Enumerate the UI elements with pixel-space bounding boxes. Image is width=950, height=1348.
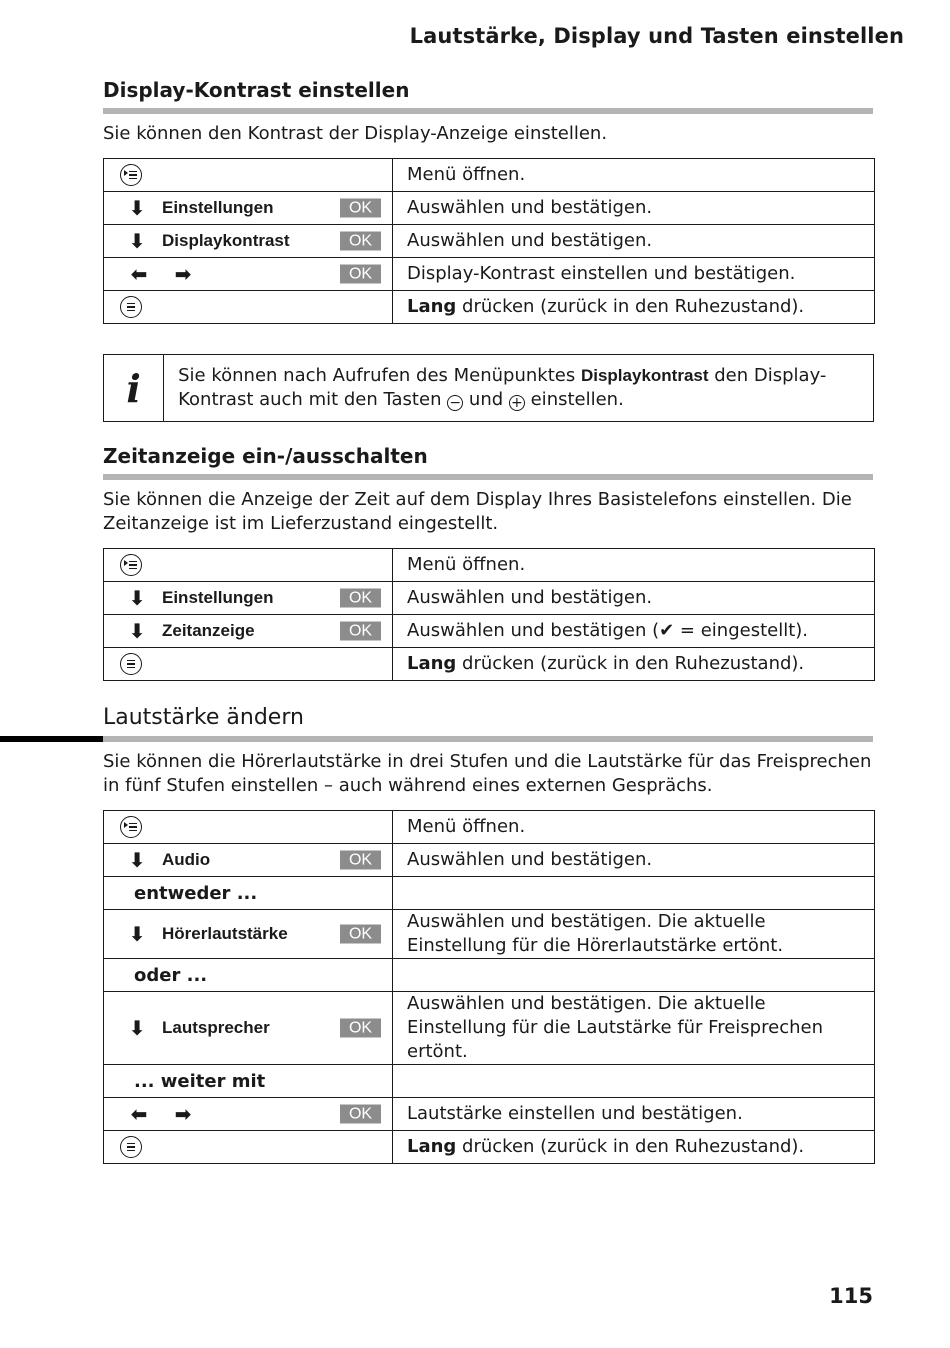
table-row — [104, 615, 875, 648]
nav-down-arrow-icon: ⬇ — [128, 1016, 146, 1040]
ok-key-icon: OK — [340, 1105, 381, 1124]
step-action: Menü öffnen. — [393, 159, 875, 192]
table-row — [104, 877, 875, 910]
step-action: Auswählen und bestätigen. — [393, 582, 875, 615]
step-connector: oder ... — [134, 964, 208, 986]
step-action: Auswählen und bestätigen. — [393, 192, 875, 225]
nav-left-right-arrow-icon: ⬅ ➡ — [130, 262, 192, 286]
steps-table — [103, 810, 875, 1164]
menu-item-label: Audio — [162, 850, 211, 869]
ok-key-icon: OK — [340, 622, 381, 641]
end-call-key-icon — [120, 296, 142, 318]
step-action: Auswählen und bestätigen. Die aktuelle Einstellung für die Lautstärke für Freisprechen ertönt. — [393, 992, 875, 1065]
menu-item-label: Zeitanzeige — [162, 621, 255, 640]
table-row — [104, 992, 875, 1065]
table-row — [104, 258, 875, 291]
menu-item-label: Einstellungen — [162, 198, 274, 217]
section-rule — [103, 108, 873, 114]
minus-key-icon: − — [447, 395, 463, 411]
ok-key-icon: OK — [340, 199, 381, 218]
table-row — [104, 192, 875, 225]
chapter-marker — [0, 736, 103, 742]
ok-key-icon: OK — [340, 1019, 381, 1038]
section-volume — [103, 704, 873, 1164]
step-action: Auswählen und bestätigen. Die aktuelle Einstellung für die Hörerlautstärke ertönt. — [393, 910, 875, 959]
ok-key-icon: OK — [340, 851, 381, 870]
nav-down-arrow-icon: ⬇ — [128, 922, 146, 946]
ok-key-icon: OK — [340, 232, 381, 251]
table-row — [104, 811, 875, 844]
table-row — [104, 549, 875, 582]
plus-key-icon: + — [509, 395, 525, 411]
info-icon: i — [104, 355, 164, 421]
step-action: Lang drücken (zurück in den Ruhezustand). — [393, 1131, 875, 1164]
table-row — [104, 844, 875, 877]
table-row — [104, 1131, 875, 1164]
table-row — [104, 582, 875, 615]
menu-item-label: Lautsprecher — [162, 1018, 270, 1037]
table-row — [104, 1098, 875, 1131]
menu-item-label: Einstellungen — [162, 588, 274, 607]
section-time-display — [103, 442, 873, 681]
table-row — [104, 648, 875, 681]
step-connector: ... weiter mit — [134, 1070, 266, 1092]
steps-table — [103, 158, 875, 324]
table-row — [104, 959, 875, 992]
section-title: Lautstärke ändern — [103, 705, 304, 730]
menu-key-icon — [120, 164, 142, 186]
table-row — [104, 225, 875, 258]
step-action: Display-Kontrast einstellen und bestätigen. — [393, 258, 875, 291]
ok-key-icon: OK — [340, 925, 381, 944]
table-row — [104, 1065, 875, 1098]
table-row — [104, 910, 875, 959]
step-action: Auswählen und bestätigen (✔ = eingestellt). — [393, 615, 875, 648]
checkmark-icon: ✔ — [659, 620, 675, 641]
section-title: Display-Kontrast einstellen — [103, 78, 410, 102]
section-intro: Sie können die Anzeige der Zeit auf dem Display Ihres Basistelefons einstellen. Die Zeitanzeige ist im Lieferzustand eingestellt. — [103, 489, 852, 534]
end-call-key-icon — [120, 1136, 142, 1158]
step-action: Menü öffnen. — [393, 811, 875, 844]
nav-down-arrow-icon: ⬇ — [128, 586, 146, 610]
nav-down-arrow-icon: ⬇ — [128, 619, 146, 643]
step-action: Lautstärke einstellen und bestätigen. — [393, 1098, 875, 1131]
section-title: Zeitanzeige ein-/ausschalten — [103, 444, 428, 468]
menu-key-icon — [120, 816, 142, 838]
menu-key-icon — [120, 554, 142, 576]
ok-key-icon: OK — [340, 589, 381, 608]
table-row — [104, 291, 875, 324]
section-intro: Sie können den Kontrast der Display-Anzeige einstellen. — [103, 123, 608, 144]
step-action: Auswählen und bestätigen. — [393, 225, 875, 258]
info-box — [103, 354, 874, 422]
section-rule — [103, 736, 873, 742]
nav-down-arrow-icon: ⬇ — [128, 196, 146, 220]
steps-table — [103, 548, 875, 681]
info-text: Sie können nach Aufrufen des Menüpunktes Displaykontrast den Display-Kontrast auch mit den Tasten − und + einstellen. — [178, 365, 827, 411]
menu-item-label: Hörerlautstärke — [162, 924, 288, 943]
section-display-contrast — [103, 76, 873, 324]
running-header: Lautstärke, Display und Tasten einstellen — [409, 24, 904, 48]
menu-item-label: Displaykontrast — [162, 231, 290, 250]
step-connector: entweder ... — [134, 882, 258, 904]
step-action: Lang drücken (zurück in den Ruhezustand). — [393, 291, 875, 324]
end-call-key-icon — [120, 653, 142, 675]
section-rule — [103, 474, 873, 480]
step-action: Auswählen und bestätigen. — [393, 844, 875, 877]
step-action: Menü öffnen. — [393, 549, 875, 582]
step-action: Lang drücken (zurück in den Ruhezustand). — [393, 648, 875, 681]
nav-left-right-arrow-icon: ⬅ ➡ — [130, 1102, 192, 1126]
nav-down-arrow-icon: ⬇ — [128, 229, 146, 253]
table-row — [104, 159, 875, 192]
ok-key-icon: OK — [340, 265, 381, 284]
section-intro: Sie können die Hörerlautstärke in drei Stufen und die Lautstärke für das Freisprechen in fünf Stufen einstellen – auch während eines externen Gesprächs. — [103, 751, 872, 796]
nav-down-arrow-icon: ⬇ — [128, 848, 146, 872]
page-number: 115 — [829, 1284, 873, 1308]
